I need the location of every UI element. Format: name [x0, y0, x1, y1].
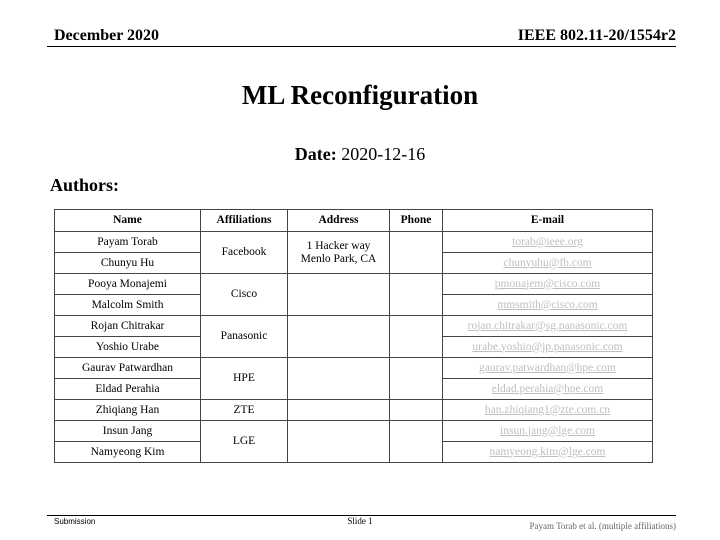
slide-title: ML Reconfiguration [241, 80, 479, 110]
author-address [288, 232, 390, 274]
author-phone [390, 421, 443, 463]
author-affiliation: Panasonic [201, 316, 288, 358]
header-document-id: IEEE 802.11-20/1554r2 [517, 27, 676, 44]
author-email-link[interactable]: mmsmith@cisco.com [443, 295, 653, 316]
header-date: December 2020 [54, 27, 159, 44]
column-header-affiliations: Affiliations [201, 210, 288, 232]
table-row [55, 421, 653, 442]
author-phone [390, 358, 443, 400]
author-address [288, 274, 390, 316]
footer-authors: Payam Torab et al. (multiple affiliations) [529, 521, 676, 531]
column-header-name: Name [55, 210, 201, 232]
column-header-phone: Phone [390, 210, 443, 232]
address-line-2: Menlo Park, CA [300, 252, 377, 265]
table-row [55, 358, 653, 379]
author-email-link[interactable]: torab@ieee.org [443, 232, 653, 253]
author-phone [390, 274, 443, 316]
author-affiliation: Cisco [201, 274, 288, 316]
author-phone [390, 232, 443, 274]
table-row [55, 400, 653, 421]
author-phone [390, 400, 443, 421]
footer-submission: Submission [54, 517, 96, 526]
date-line [0, 144, 720, 165]
author-name: Yoshio Urabe [55, 337, 201, 358]
authors-table [54, 209, 653, 463]
author-name: Chunyu Hu [55, 253, 201, 274]
column-header-address: Address [288, 210, 390, 232]
author-email-link[interactable]: namyeong.kim@lge.com [443, 442, 653, 463]
author-phone [390, 316, 443, 358]
author-affiliation: ZTE [201, 400, 288, 421]
table-row [55, 274, 653, 295]
authors-heading: Authors: [50, 175, 120, 195]
author-name: Insun Jang [55, 421, 201, 442]
author-name: Eldad Perahia [55, 379, 201, 400]
author-email-link[interactable]: chunyuhu@fb.com [443, 253, 653, 274]
author-name: Rojan Chitrakar [55, 316, 201, 337]
author-name: Zhiqiang Han [55, 400, 201, 421]
table-header-row [55, 210, 653, 232]
author-email-link[interactable]: rojan.chitrakar@sg.panasonic.com [443, 316, 653, 337]
author-email-link[interactable]: urabe.yoshio@jp.panasonic.com [443, 337, 653, 358]
header-divider [47, 46, 676, 47]
author-name: Gaurav Patwardhan [55, 358, 201, 379]
date-value: 2020-12-16 [341, 144, 426, 164]
author-affiliation: Facebook [201, 232, 288, 274]
table-row [55, 316, 653, 337]
author-name: Payam Torab [55, 232, 201, 253]
author-email-link[interactable]: pmonajem@cisco.com [443, 274, 653, 295]
author-address [288, 358, 390, 400]
author-email-link[interactable]: han.zhiqiang1@zte.com.cn [443, 400, 653, 421]
author-email-link[interactable]: eldad.perahia@hpe.com [443, 379, 653, 400]
column-header-email: E-mail [443, 210, 653, 232]
author-name: Namyeong Kim [55, 442, 201, 463]
date-label: Date: [294, 144, 337, 164]
table-row [55, 232, 653, 253]
author-address [288, 421, 390, 463]
author-address [288, 316, 390, 358]
author-address [288, 400, 390, 421]
author-affiliation: HPE [201, 358, 288, 400]
author-affiliation: LGE [201, 421, 288, 463]
author-email-link[interactable]: gaurav.patwardhan@hpe.com [443, 358, 653, 379]
footer-slide-number: Slide 1 [347, 516, 373, 526]
author-email-link[interactable]: insun.jang@lge.com [443, 421, 653, 442]
address-line-1: 1 Hacker way [306, 239, 371, 252]
author-name: Pooya Monajemi [55, 274, 201, 295]
author-name: Malcolm Smith [55, 295, 201, 316]
